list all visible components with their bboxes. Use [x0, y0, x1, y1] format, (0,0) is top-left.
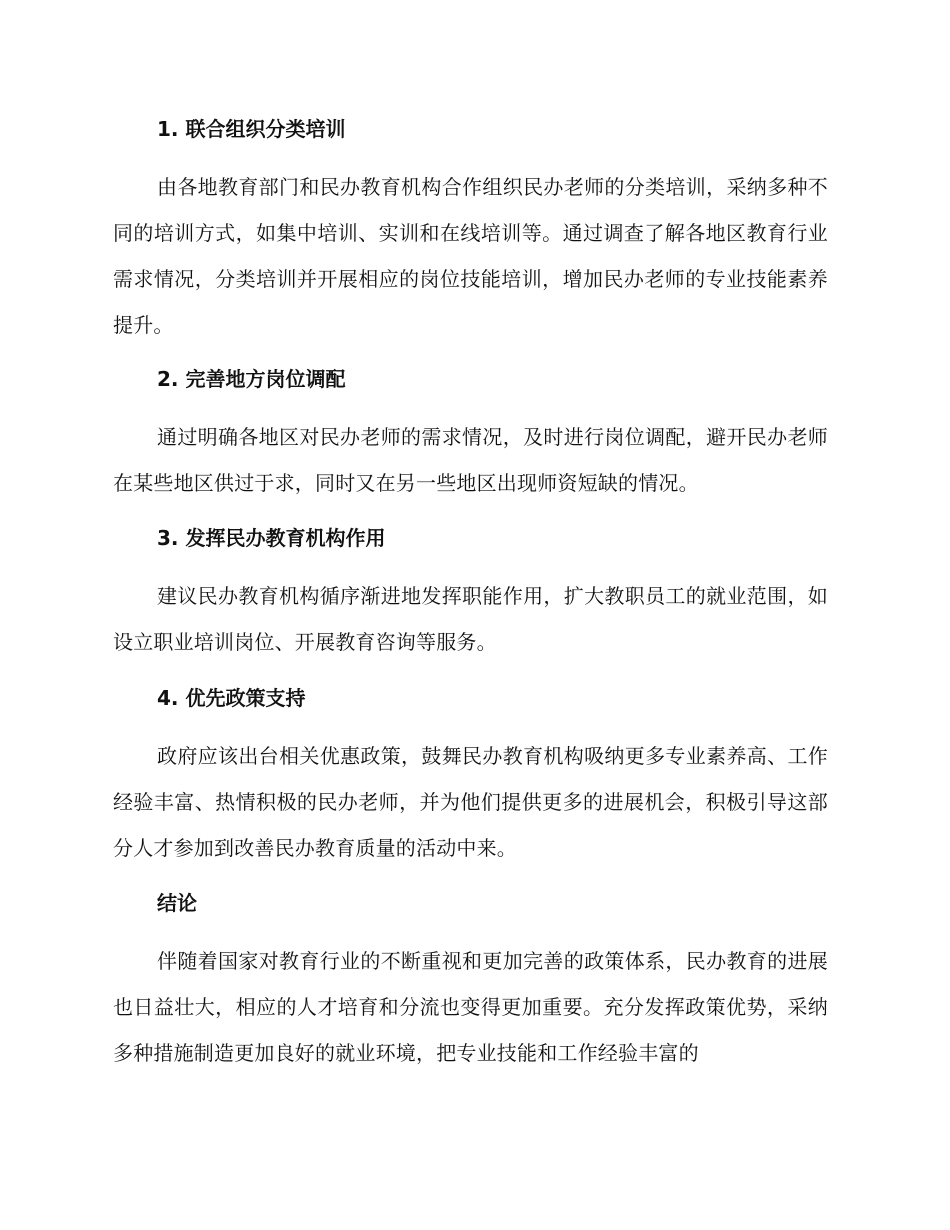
section-heading-4: 4. 优先政策支持: [157, 686, 306, 710]
section-paragraph-1: 由各地教育部门和民办教育机构合作组织民办老师的分类培训，采纳多种不同的培训方式，如集中培训、实训和在线培训等。通过调查了解各地区教育行业需求情况，分类培训并开展相应的岗位技能培训，增加民办老师的专业技能素养提升。: [113, 175, 828, 337]
section-heading-3: 3. 发挥民办教育机构作用: [157, 526, 386, 550]
section-paragraph-4: 政府应该出台相关优惠政策，鼓舞民办教育机构吸纳更多专业素养高、工作经验丰富、热情积极的民办老师，并为他们提供更多的进展机会，积极引导这部分人才参加到改善民办教育质量的活动中来。: [113, 744, 828, 860]
section-paragraph-3: 建议民办教育机构循序渐进地发挥职能作用，扩大教职员工的就业范围，如设立职业培训岗位、开展教育咨询等服务。: [113, 584, 828, 654]
conclusion-paragraph: 伴随着国家对教育行业的不断重视和更加完善的政策体系，民办教育的进展也日益壮大，相应的人才培育和分流也变得更加重要。充分发挥政策优势，采纳多种措施制造更加良好的就业环境，把专业技能和工作经验丰富的: [113, 949, 828, 1065]
conclusion-heading: 结论: [157, 891, 197, 915]
section-heading-2: 2. 完善地方岗位调配: [157, 367, 346, 391]
section-paragraph-2: 通过明确各地区对民办老师的需求情况，及时进行岗位调配，避开民办老师在某些地区供过于求，同时又在另一些地区出现师资短缺的情况。: [113, 425, 828, 495]
section-heading-1: 1. 联合组织分类培训: [157, 117, 346, 141]
